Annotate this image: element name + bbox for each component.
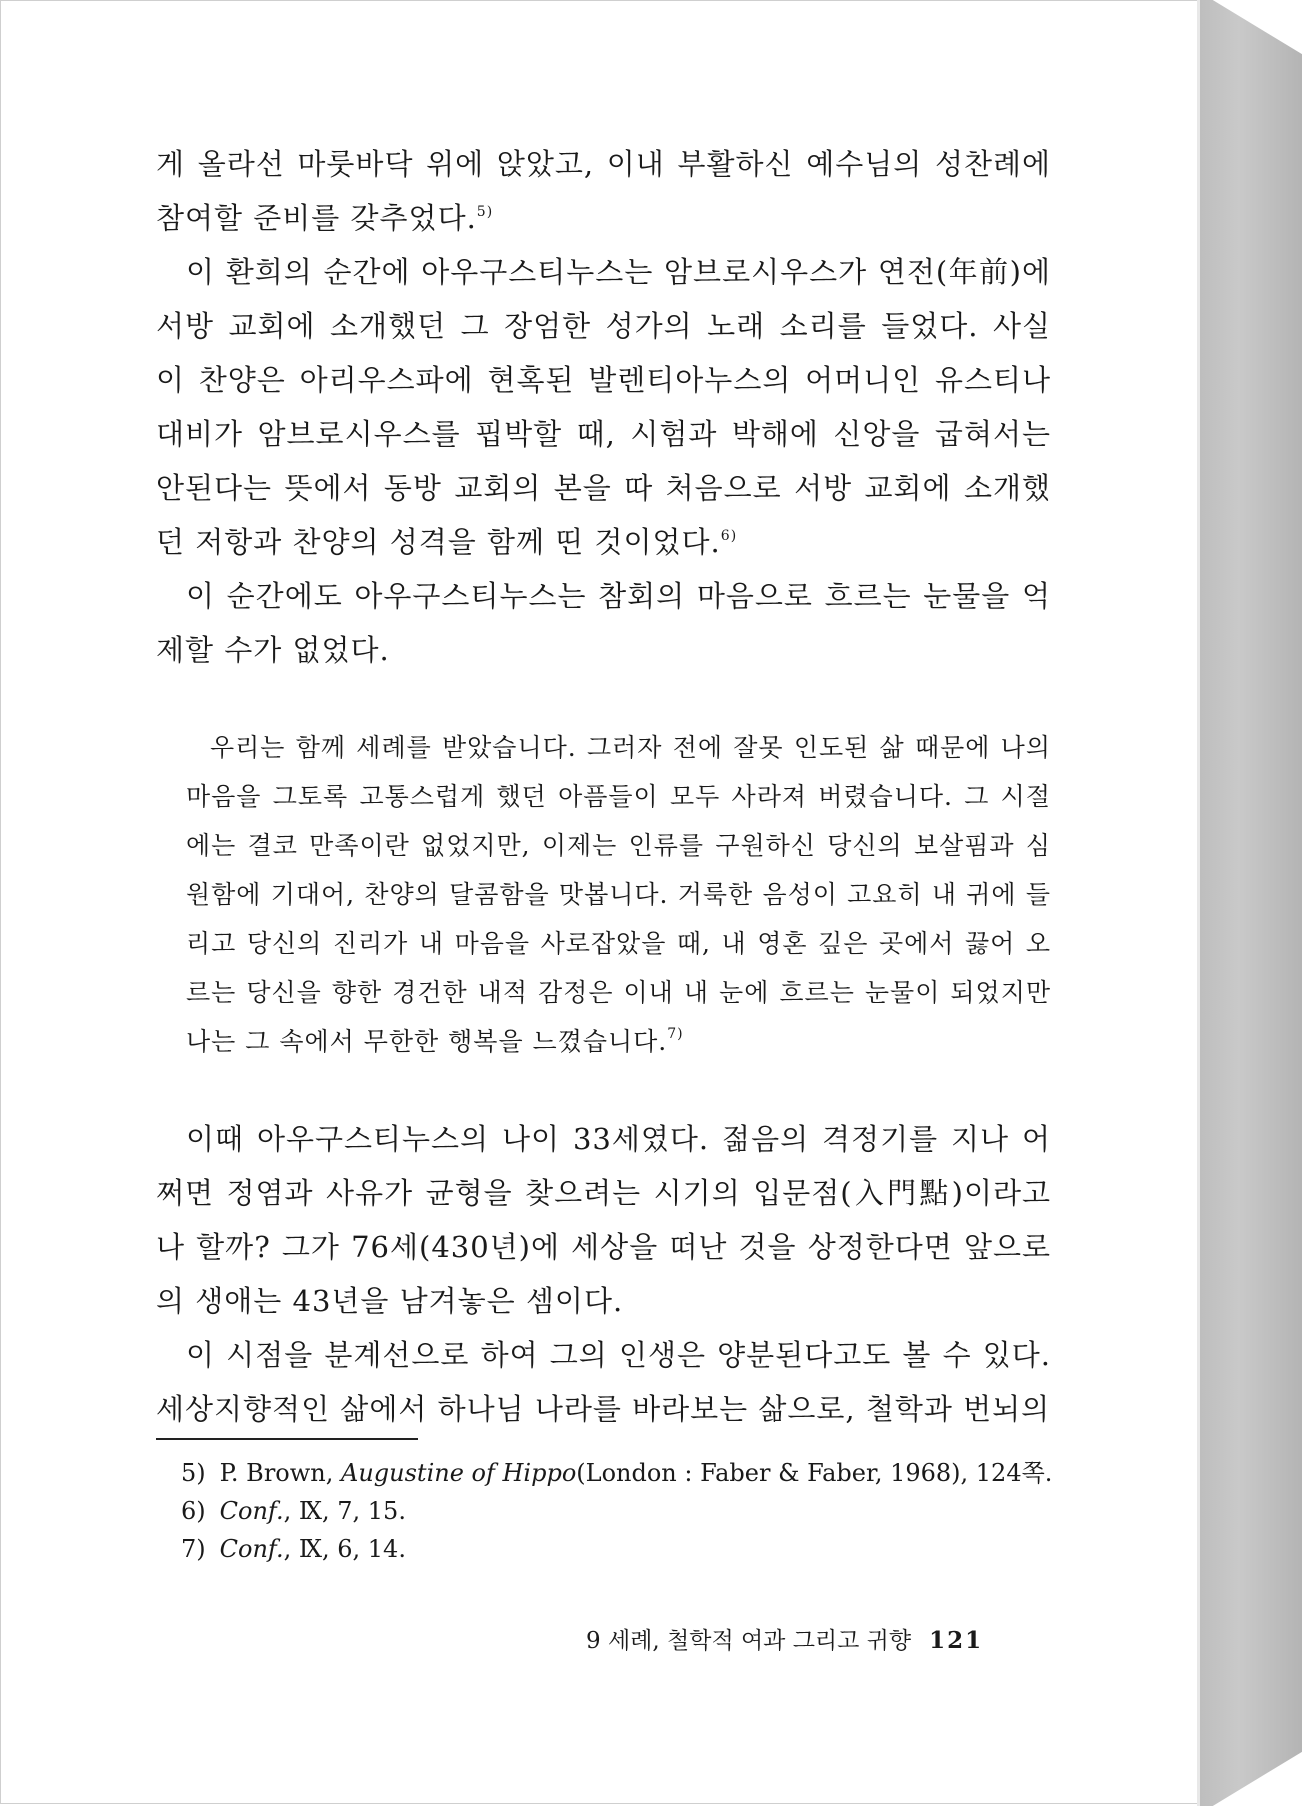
paragraph-2 <box>156 245 1051 569</box>
footnote-ref-6: 6) <box>720 528 738 544</box>
running-footer <box>586 1622 983 1655</box>
book-page-edges <box>1197 0 1302 1806</box>
footnote-title: Conf. <box>219 1535 284 1563</box>
block-quote-paragraph <box>186 723 1051 1066</box>
footnote-ref-7: 7) <box>667 1026 684 1042</box>
block-quote-text: 우리는 함께 세례를 받았습니다. 그러자 전에 잘못 인도된 삶 때문에 나의 마음을 그토록 고통스럽게 했던 아픔들이 모두 사라져 버렸습니다. 그 시절에는 결코 만족이란 없었지만, 이제는 인류를 구원하신 당신의 보살핌과 심원함에 기대어, 찬양의 달콤함을 맛봅니다. 거룩한 음성이 고요히 내 귀에 들리고 당신의 진리가 내 마음을 사로잡았을 때, 내 영혼 깊은 곳에서 끓어 오르는 당신을 향한 경건한 내적 감정은 이내 내 눈에 흐르는 눈물이 되었지만 나는 그 속에서 무한한 행복을 느꼈습니다. <box>186 733 1051 1056</box>
footnote-number: 7) <box>181 1535 206 1563</box>
footnote-5 <box>181 1454 1052 1492</box>
footnote-detail: (London : Faber & Faber, 1968), 124쪽. <box>576 1459 1053 1487</box>
paragraph-1 <box>156 137 1051 245</box>
footnote-number: 5) <box>181 1459 206 1487</box>
main-text <box>156 137 1051 1436</box>
footnote-detail: , Ⅸ, 6, 14. <box>283 1535 406 1563</box>
footnotes <box>181 1454 1052 1568</box>
footnote-author: P. Brown, <box>219 1459 341 1487</box>
footnote-title: Augustine of Hippo <box>341 1459 577 1487</box>
footnote-number: 6) <box>181 1497 206 1525</box>
paragraph-1-text: 게 올라선 마룻바닥 위에 앉았고, 이내 부활하신 예수님의 성찬례에 참여할 준비를 갖추었다. <box>156 147 1051 235</box>
footnote-ref-5: 5) <box>476 204 494 220</box>
paragraph-4: 이때 아우구스티누스의 나이 33세였다. 젊음의 격정기를 지나 어쩌면 정염과 사유가 균형을 찾으려는 시기의 입문점(入門點)이라고나 할까? 그가 76세(430년)에 세상을 떠난 것을 상정한다면 앞으로의 생애는 43년을 남겨놓은 셈이다. <box>156 1122 1051 1318</box>
block-quote <box>156 723 1051 1066</box>
chapter-title: 9 세례, 철학적 여과 그리고 귀향 <box>586 1628 912 1654</box>
paragraph-2-text: 이 환희의 순간에 아우구스티누스는 암브로시우스가 연전(年前)에 서방 교회에 소개했던 그 장엄한 성가의 노래 소리를 들었다. 사실 이 찬양은 아리우스파에 현혹된 발렌티아누스의 어머니인 유스티나 대비가 암브로시우스를 핍박할 때, 시험과 박해에 신앙을 굽혀서는 안된다는 뜻에서 동방 교회의 본을 따 처음으로 서방 교회에 소개했던 저항과 찬양의 성격을 함께 띤 것이었다. <box>156 255 1051 559</box>
footnote-detail: , Ⅸ, 7, 15. <box>283 1497 406 1525</box>
footnote-title: Conf. <box>219 1497 284 1525</box>
footnote-divider <box>156 1438 418 1440</box>
paragraph-3: 이 순간에도 아우구스티누스는 참회의 마음으로 흐르는 눈물을 억제할 수가 없었다. <box>156 579 1051 667</box>
page-number: 121 <box>929 1627 984 1654</box>
footnote-6 <box>181 1492 1052 1530</box>
paragraph-5: 이 시점을 분계선으로 하여 그의 인생은 양분된다고도 볼 수 있다. 세상지향적인 삶에서 하나님 나라를 바라보는 삶으로, 철학과 번뇌의 <box>156 1338 1051 1426</box>
footnote-7 <box>181 1530 1052 1568</box>
